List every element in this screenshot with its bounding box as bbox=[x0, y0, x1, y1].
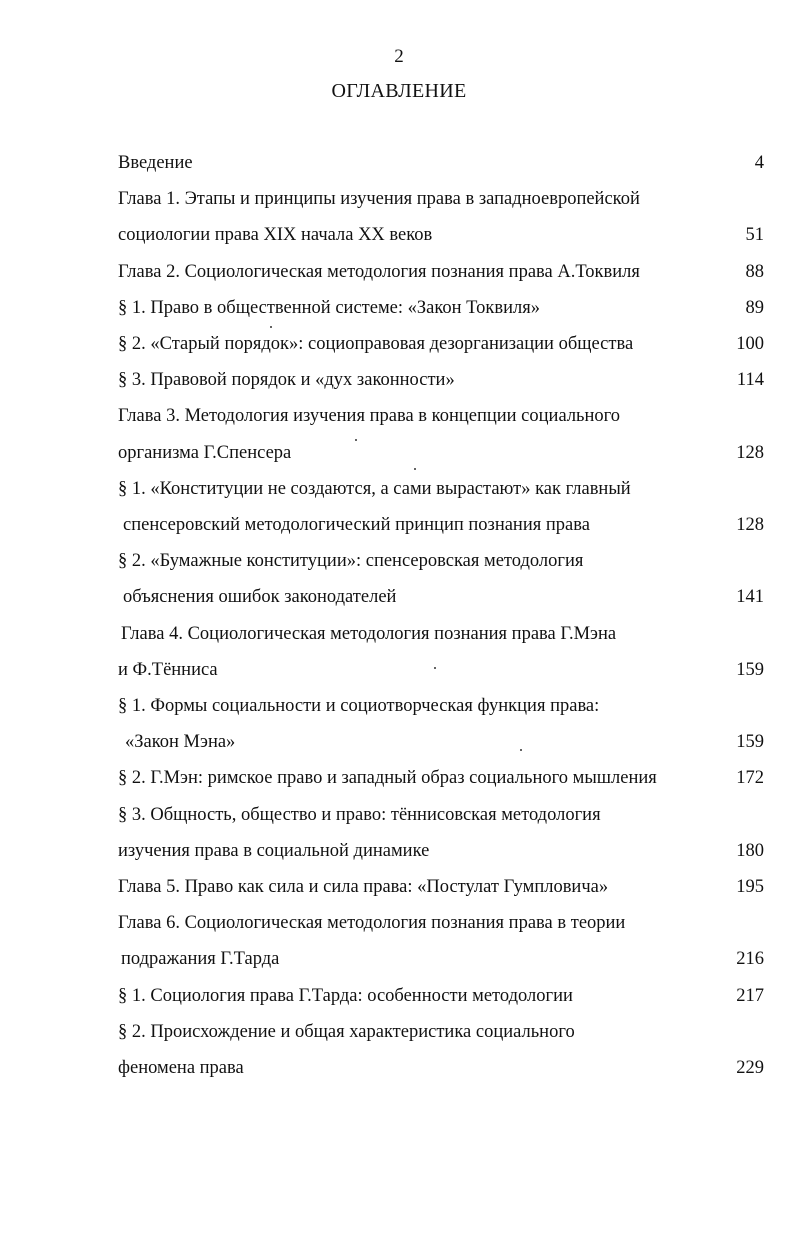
toc-entry-text: § 2. Происхождение и общая характеристика социального bbox=[118, 1021, 575, 1042]
toc-entry-text: феномена права bbox=[118, 1058, 244, 1078]
scan-speck bbox=[355, 439, 357, 441]
toc-entry-text: Глава 5. Право как сила и сила права: «Постулат Гумпловича» bbox=[118, 877, 609, 897]
toc-page-number: 128 bbox=[736, 515, 764, 535]
toc-entry-text: Глава 1. Этапы и принципы изучения права в западноевропейской bbox=[118, 189, 640, 210]
scan-speck bbox=[434, 667, 436, 669]
toc-page-number: 216 bbox=[736, 949, 764, 970]
toc-page-number: 172 bbox=[736, 768, 764, 789]
toc-entry-text: социологии права XIX начала XX веков bbox=[118, 225, 433, 246]
toc-page-number: 128 bbox=[736, 442, 764, 463]
toc-page-number: 51 bbox=[745, 225, 764, 246]
scan-speck bbox=[414, 468, 416, 470]
scan-speck bbox=[520, 749, 522, 751]
toc-page-number: 180 bbox=[736, 840, 764, 861]
page-number: 2 bbox=[394, 46, 404, 67]
toc-entry-text: объяснения ошибок законодателей bbox=[123, 587, 397, 608]
toc-page-number: 4 bbox=[754, 153, 764, 173]
toc-page-number: 159 bbox=[736, 659, 764, 680]
toc-entry-text: § 1. «Конституции не создаются, а сами вырастают» как главный bbox=[118, 478, 631, 499]
toc-page-number: 88 bbox=[745, 261, 764, 282]
toc-page-number: 195 bbox=[736, 877, 764, 897]
page-title: ОГЛАВЛЕНИЕ bbox=[331, 80, 467, 102]
toc-page-number: 100 bbox=[736, 334, 764, 354]
toc-page-number: 229 bbox=[736, 1058, 764, 1078]
toc-entry-text: подражания Г.Тарда bbox=[121, 949, 280, 970]
toc-entry-text: § 3. Правовой порядок и «дух законности» bbox=[118, 370, 455, 391]
scan-speck bbox=[270, 326, 272, 328]
toc-entry-text: спенсеровский методологический принцип познания права bbox=[123, 515, 590, 535]
toc-page-number: 89 bbox=[745, 297, 764, 318]
toc-page-number: 217 bbox=[736, 985, 764, 1006]
toc-page-number: 141 bbox=[736, 587, 764, 608]
toc-entry-text: § 2. Г.Мэн: римское право и западный образ социального мышления bbox=[118, 768, 657, 789]
toc-entry-text: § 2. «Бумажные конституции»: спенсеровская методология bbox=[118, 551, 584, 572]
toc-entry-text: и Ф.Тённиса bbox=[118, 659, 218, 680]
toc-entry-text: § 2. «Старый порядок»: социоправовая дезорганизации общества bbox=[118, 334, 634, 354]
toc-entry-text: Глава 3. Методология изучения права в концепции социального bbox=[118, 406, 621, 427]
toc-entry-text: § 3. Общность, общество и право: тённисовская методология bbox=[118, 804, 601, 825]
toc-entry-text: Глава 2. Социологическая методология познания права А.Токвиля bbox=[118, 261, 640, 282]
toc-entry-text: Глава 6. Социологическая методология познания права в теории bbox=[118, 913, 626, 934]
toc-entry-text: Глава 4. Социологическая методология познания права Г.Мэна bbox=[121, 623, 617, 644]
toc-entry-text: § 1. Право в общественной системе: «Закон Токвиля» bbox=[118, 297, 540, 318]
toc-page-number: 159 bbox=[736, 732, 764, 753]
toc-entry-text: изучения права в социальной динамике bbox=[118, 840, 430, 861]
toc-entry-text: § 1. Формы социальности и социотворческая функция права: bbox=[118, 696, 600, 716]
toc-page-number: 114 bbox=[736, 370, 764, 391]
toc-entry-text: § 1. Социология права Г.Тарда: особенности методологии bbox=[118, 985, 573, 1006]
toc-entry-text: Введение bbox=[118, 153, 193, 173]
toc-entry-text: организма Г.Спенсера bbox=[118, 442, 292, 463]
toc-entry-text: «Закон Мэна» bbox=[125, 732, 236, 753]
